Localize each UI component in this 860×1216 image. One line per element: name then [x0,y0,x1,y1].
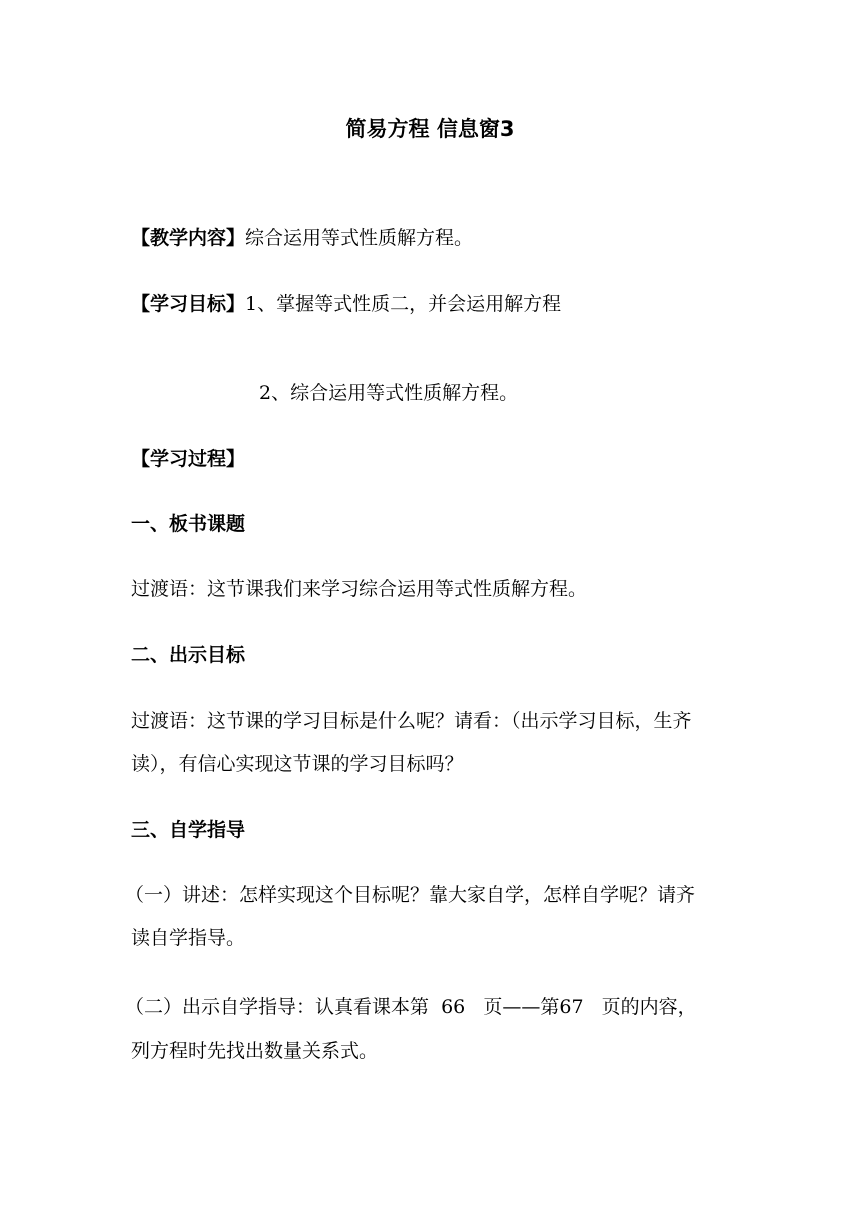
learning-goal-1: 1、掌握等式性质二，并会运用解方程 [245,293,562,315]
learning-goal-2: 2、综合运用等式性质解方程。 [259,382,519,404]
section-2-text-line-2: 读），有信心实现这节课的学习目标吗？ [131,753,464,775]
document-title: 简易方程 信息窗3 [345,117,515,141]
section-1-text: 过渡语：这节课我们来学习综合运用等式性质解方程。 [131,578,588,600]
part-2-line-2: 列方程时先找出数量关系式。 [131,1040,379,1062]
teaching-content-row [131,226,473,250]
part-2-line-1: （二）出示自学指导：认真看课本第 66 页——第67 页的内容， [125,996,697,1018]
learning-goals-label: 【学习目标】 [131,293,246,315]
learning-process-label: 【学习过程】 [131,448,246,470]
teaching-content-label: 【教学内容】 [131,227,246,249]
learning-goals-row [131,292,561,316]
section-2-heading: 二、出示目标 [131,644,246,666]
part-1-line-1: （一）讲述：怎样实现这个目标呢？靠大家自学，怎样自学呢？请齐 [125,884,696,906]
section-1-heading: 一、板书课题 [131,513,246,535]
section-3-heading: 三、自学指导 [131,819,246,841]
part-1-line-2: 读自学指导。 [131,927,246,949]
section-2-text-line-1: 过渡语：这节课的学习目标是什么呢？请看：（出示学习目标，生齐 [131,710,692,732]
teaching-content-text: 综合运用等式性质解方程。 [245,227,474,249]
